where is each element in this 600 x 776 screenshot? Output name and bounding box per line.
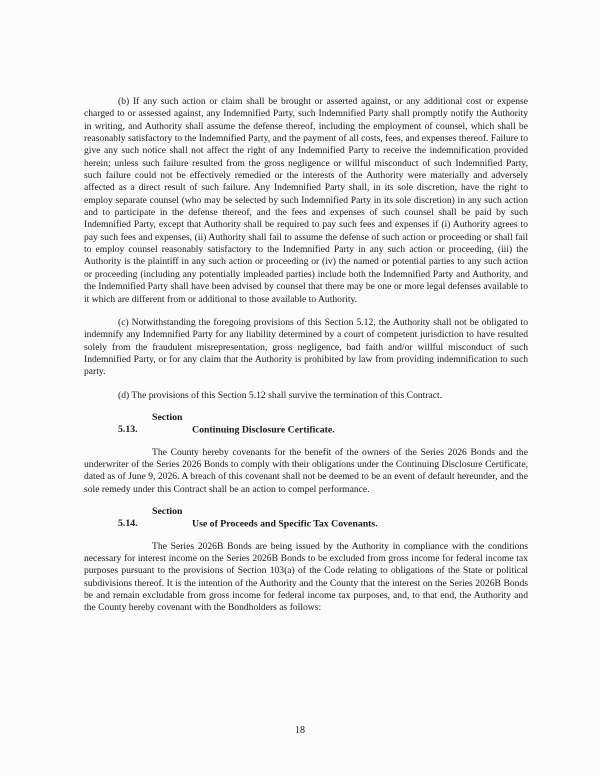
section-5-13-heading <box>84 412 528 437</box>
page-content <box>84 96 528 615</box>
section-5-14-heading <box>84 506 528 531</box>
section-5-13-body: The County hereby covenants for the benefit of the owners of the Series 2026 Bonds and the underwriter of the Series 2026 Bonds to comply with their obligations under the Continuing Disclosure Certificate, dated as of June 9, 2026. A breach of this covenant shall not be deemed to be an event of default hereunder, and the sole remedy under this Contract shall be an action to compel performance. <box>84 446 528 495</box>
section-5-14-number: Section 5.14. <box>118 505 183 530</box>
paragraph-d: (d) The provisions of this Section 5.12 shall survive the termination of this Contract. <box>118 389 443 401</box>
section-5-14-title: Use of Proceeds and Specific Tax Covenants. <box>192 518 378 530</box>
paragraph-c: (c) Notwithstanding the foregoing provisions of this Section 5.12, the Authority shall not be obligated to indemnify any Indemnified Party for any liability determined by a court of competent jurisdiction to have resulted solely from the fraudulent misrepresentation, gross negligence, bad faith and/or willful misconduct of such Indemnified Party, or for any claim that the Authority is prohibited by law from providing indemnification to such party. <box>84 316 528 378</box>
section-5-13-number: Section 5.13. <box>118 411 183 436</box>
paragraph-b: (b) If any such action or claim shall be brought or asserted against, or any additional cost or expense charged to or assessed against, any Indemnified Party, such Indemnified Party shall promptly notify the Authority in writing, and Authority shall assume the defense thereof, including the employment of counsel, which shall be reasonably satisfactory to the Indemnified Party, and the payment of all costs, fees, and expenses thereof. Failure to give any such notice shall not affect the right of any Indemnified Party to receive the indemnification provided herein; unless such failure resulted from the gross negligence or willful misconduct of such Indemnified Party, such failure could not be effectively remedied or the interests of the Authority were materially and adversely affected as a direct result of such failure. Any Indemnified Party shall, in its sole discretion, have the right to employ separate counsel (who may be selected by such Indemnified Party in its sole discretion) in any such action and to participate in the defense thereof, and the fees and expenses of such counsel shall be paid by such Indemnified Party, except that Authority shall be required to pay such fees and expenses if (i) Authority agrees to pay such fees and expenses, (ii) Authority shall fail to assume the defense of such action or proceeding or shall fail to employ counsel reasonably satisfactory to the Indemnified Party in any such action or proceeding, (iii) the Authority is the plaintiff in any such action or proceeding or (iv) the named or potential parties to any such action or proceeding (including any potentially impleaded parties) include both the Indemnified Party and Authority, and the Indemnified Party shall have been advised by counsel that there may be one or more legal defenses available to it which are different from or additional to those available to Authority. <box>84 96 528 305</box>
page-number: 18 <box>295 725 305 736</box>
section-5-13-title: Continuing Disclosure Certificate. <box>192 424 335 436</box>
section-5-14-body: The Series 2026B Bonds are being issued by the Authority in compliance with the conditions necessary for interest income on the Series 2026B Bonds to be excluded from gross income for federal income tax purposes pursuant to the provisions of Section 103(a) of the Code relating to obligations of the State or political subdivisions thereof. It is the intention of the Authority and the County that the interest on the Series 2026B Bonds be and remain excludable from gross income for federal income tax purposes, and, to that end, the Authority and the County hereby covenant with the Bondholders as follows: <box>84 540 528 614</box>
